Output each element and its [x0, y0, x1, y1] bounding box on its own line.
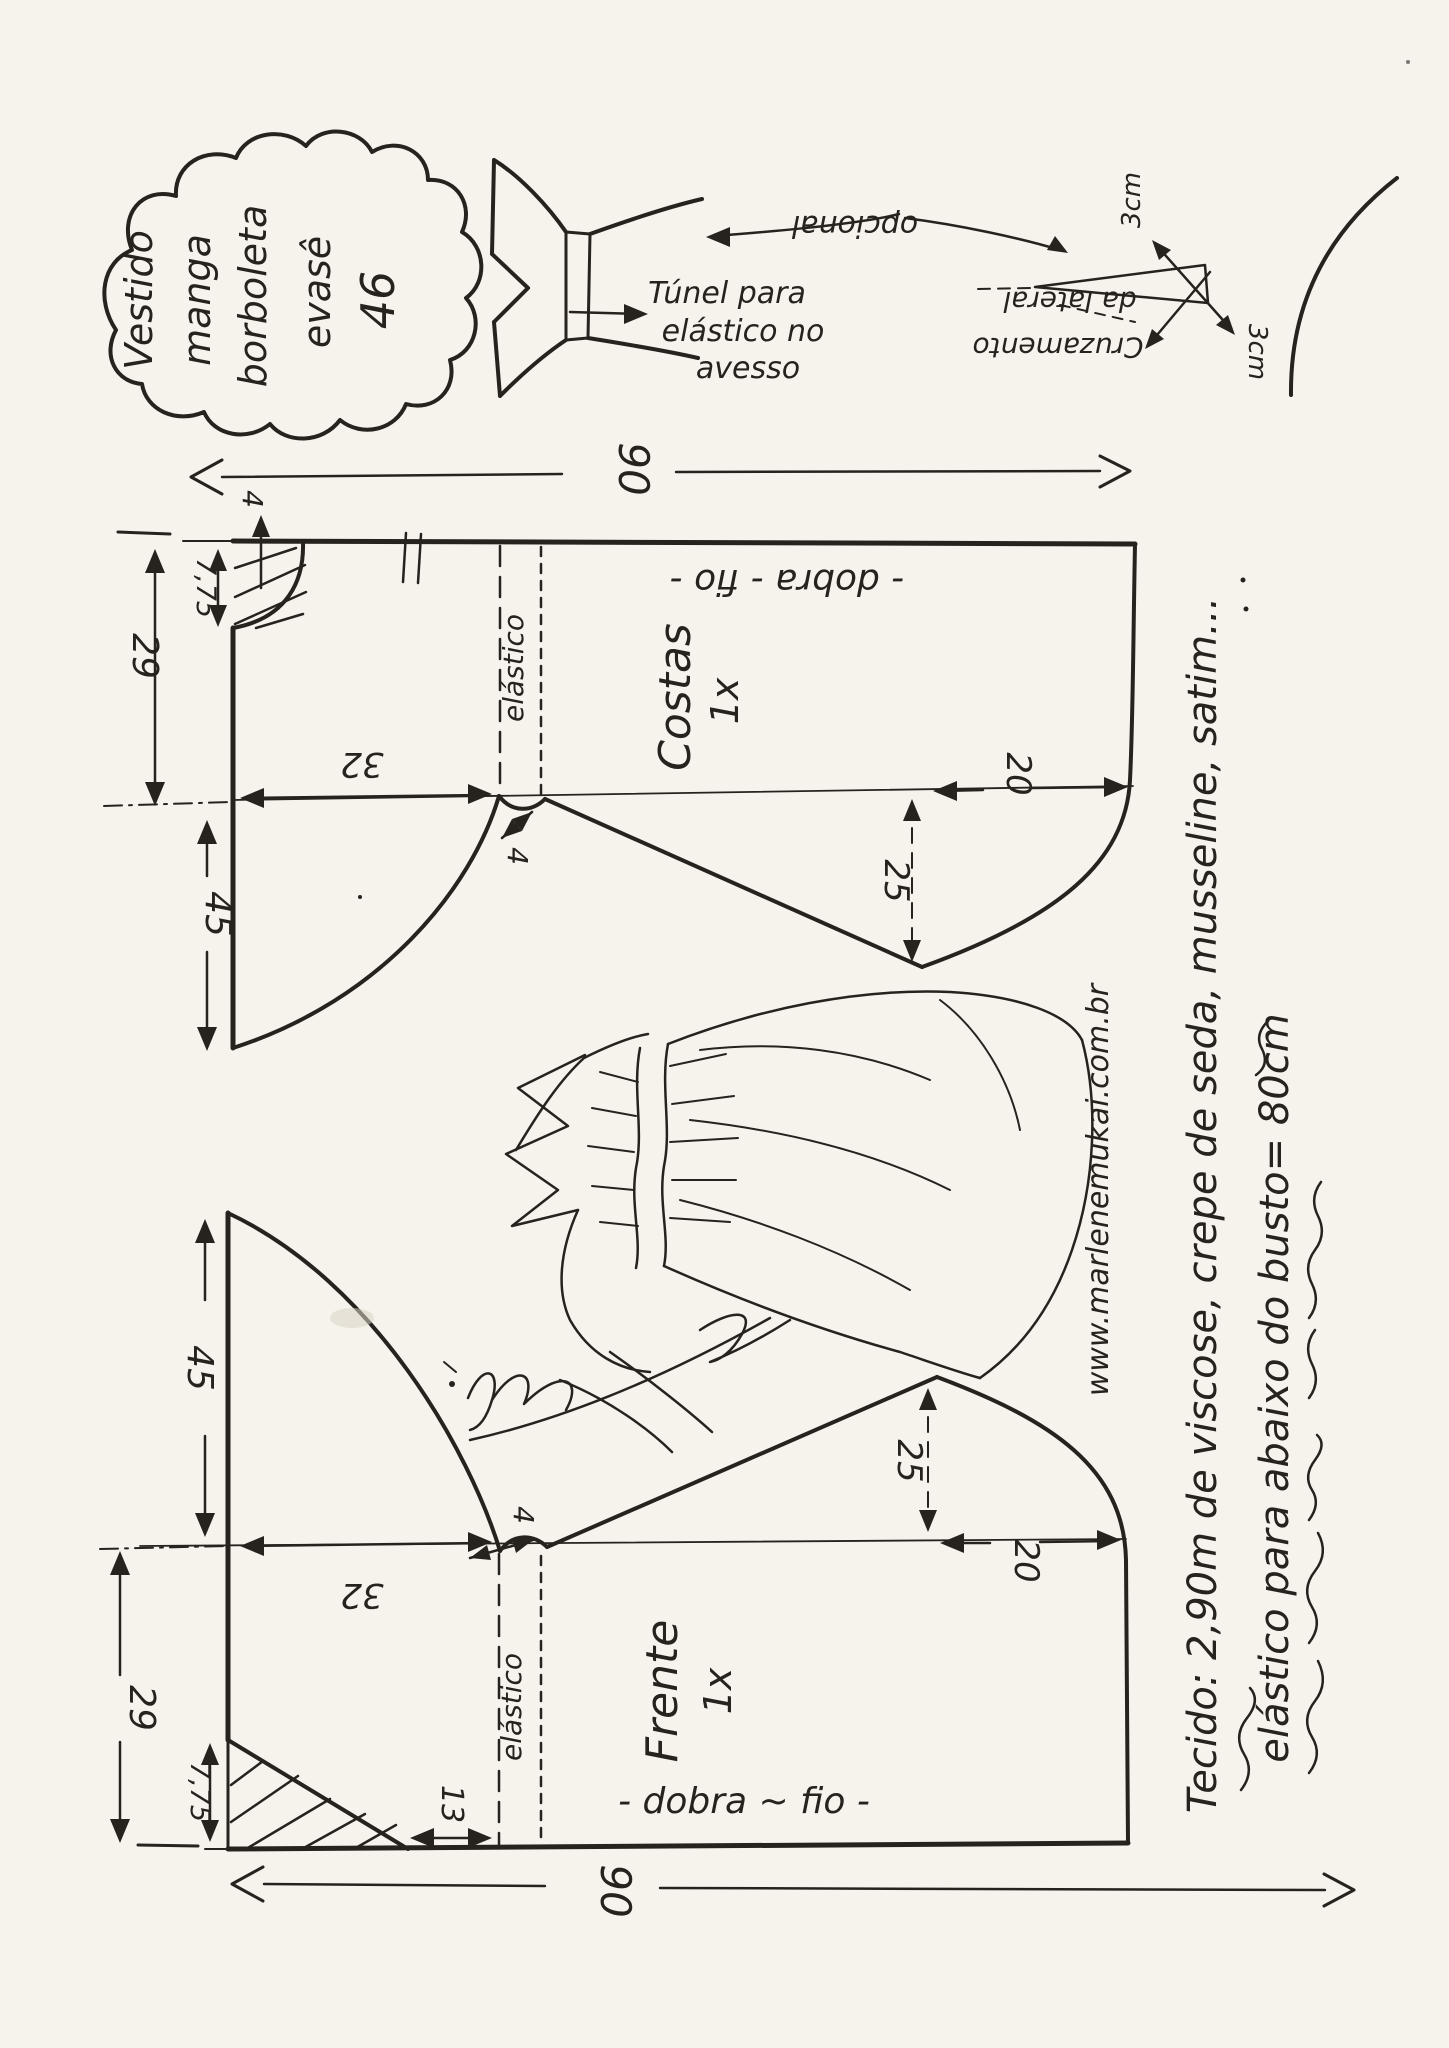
dim-45-frente-value: 45: [179, 1345, 220, 1391]
dim-4-channel-frente-value: 4: [507, 1506, 540, 1524]
dim-25-value: 25: [876, 859, 916, 903]
dim-90-top-value: 90: [609, 442, 658, 496]
optional-label: opcional: [791, 208, 919, 243]
title-size-46: 46: [351, 270, 405, 330]
dimension-775-costas: [190, 549, 227, 627]
tunnel-label-2: elástico no: [661, 314, 825, 349]
dim-45-value: 45: [197, 891, 238, 937]
title-line-evase: evasê: [295, 235, 339, 349]
smudge: [330, 1308, 374, 1328]
tunnel-label-1: Túnel para: [648, 276, 806, 311]
dim-90-bottom-value: 90: [591, 1864, 640, 1918]
crossing-label-line1: Cruzamento: [972, 331, 1144, 364]
dim-775-value: 7,75: [190, 557, 221, 619]
costas-quantity: 1x: [703, 677, 747, 725]
title-line-borboleta: borboleta: [231, 204, 275, 388]
frente-elastic-label: elástico: [495, 1652, 528, 1762]
dim-4-neck-value: 4: [236, 490, 269, 508]
tunnel-label-3: avesso: [695, 351, 801, 386]
dim-775-frente-value: 7,75: [184, 1761, 215, 1823]
fabric-note-line1: Tecido: 2,90m de viscose, crepe de seda, musseline, satim...: [1180, 596, 1226, 1814]
frente-fold-label: - dobra ~ fio -: [618, 1781, 870, 1822]
costas-piece-name: Costas: [650, 623, 701, 771]
dim-29-value: 29: [124, 633, 165, 679]
dim-4-channel-value: 4: [501, 847, 534, 865]
dim-20-value: 20: [998, 752, 1038, 796]
fabric-note-line2: elástico para abaixo do busto= 80cm: [1252, 1013, 1298, 1763]
dim-13-value: 13: [434, 1784, 469, 1824]
title-line-manga: manga: [175, 234, 219, 366]
crossing-3cm-bottom: 3cm: [1242, 323, 1272, 381]
dim-25-frente-value: 25: [889, 1439, 929, 1483]
costas-fold-edge: [233, 541, 1135, 544]
dim-32-bottom-value: 32: [340, 1575, 384, 1615]
frente-tick-bottom: [138, 1845, 198, 1846]
frente-quantity: 1x: [696, 1667, 740, 1715]
dim-32-top-value: 32: [340, 744, 384, 784]
frente-piece-name: Frente: [637, 1619, 688, 1763]
crossing-3cm-top: 3cm: [1117, 171, 1147, 229]
dim-20-frente-value: 20: [1006, 1539, 1046, 1583]
costas-tick-top: [118, 532, 170, 534]
costas-elastic-label: elástico: [497, 613, 530, 723]
crossing-label-line2: da lateral: [1003, 285, 1137, 318]
title-line-vestido: Vestido: [117, 230, 161, 370]
website-credit: www.marlenemukai.com.br: [1081, 983, 1116, 1397]
costas-fold-label: - dobra - fio -: [669, 561, 905, 602]
dim-29-frente-value: 29: [121, 1685, 162, 1731]
